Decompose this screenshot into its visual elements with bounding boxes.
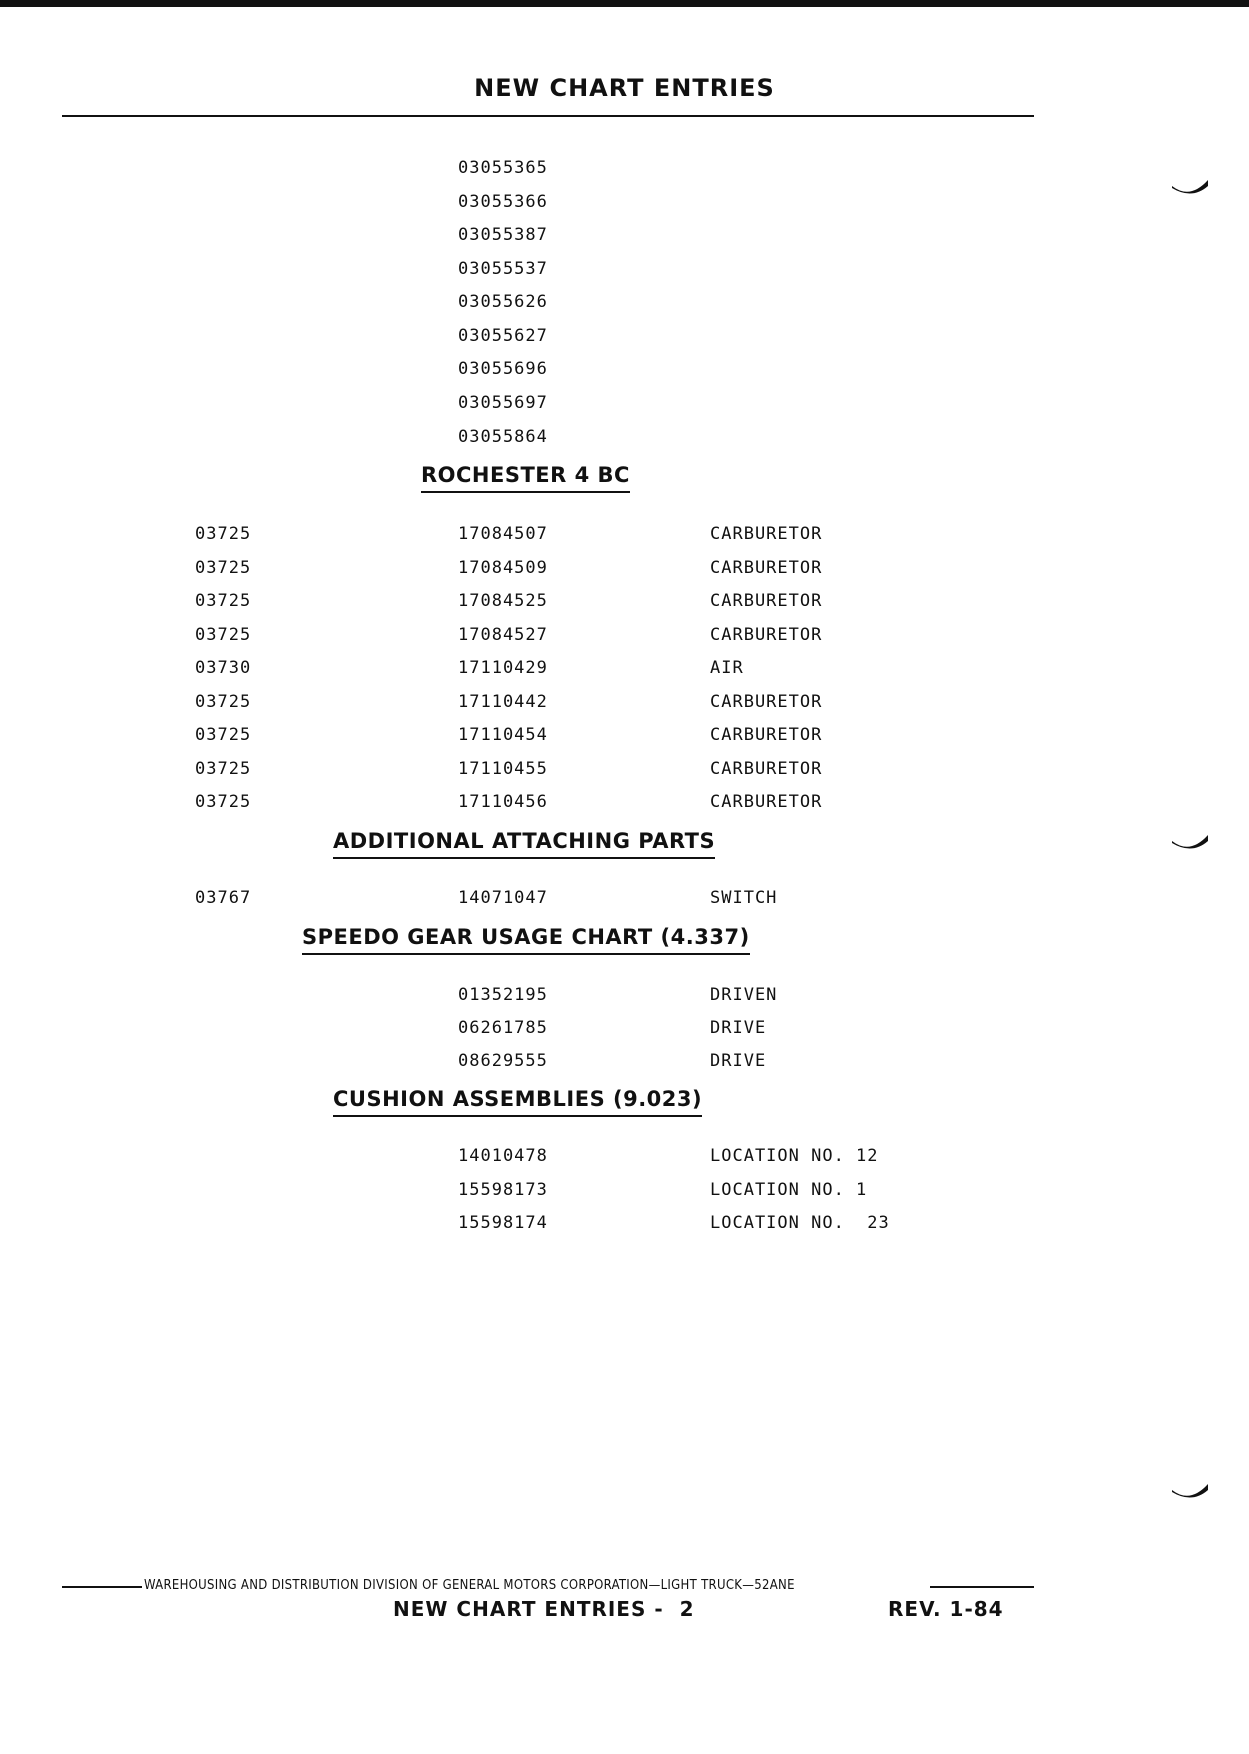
part-number: 17110442 <box>458 692 548 712</box>
table-row <box>0 625 1249 651</box>
group-code: 03725 <box>195 792 252 812</box>
part-number: 15598173 <box>458 1180 548 1200</box>
part-number: 03055697 <box>458 393 548 413</box>
group-code: 03725 <box>195 558 252 578</box>
group-code: 03725 <box>195 692 252 712</box>
part-number: 14010478 <box>458 1146 548 1166</box>
part-number: 08629555 <box>458 1051 548 1071</box>
part-number: 06261785 <box>458 1018 548 1038</box>
description: CARBURETOR <box>710 524 823 544</box>
part-number: 03055696 <box>458 359 548 379</box>
table-row <box>0 524 1249 550</box>
description: CARBURETOR <box>710 625 823 645</box>
description: LOCATION NO. 23 <box>710 1213 890 1233</box>
table-row <box>0 1213 1249 1239</box>
table-row <box>0 1180 1249 1206</box>
table-row <box>0 985 1249 1011</box>
table-row <box>0 792 1249 818</box>
list-item <box>0 393 1249 419</box>
part-number: 03055537 <box>458 259 548 279</box>
list-item <box>0 225 1249 251</box>
part-number: 03055627 <box>458 326 548 346</box>
page-title: NEW CHART ENTRIES <box>474 74 775 102</box>
group-code: 03725 <box>195 625 252 645</box>
footer-revision: REV. 1-84 <box>888 1597 1004 1621</box>
table-row <box>0 591 1249 617</box>
part-number: 17110429 <box>458 658 548 678</box>
footer-section-label: NEW CHART ENTRIES - 2 <box>393 1597 695 1621</box>
table-row <box>0 759 1249 785</box>
part-number: 15598174 <box>458 1213 548 1233</box>
part-number: 03055626 <box>458 292 548 312</box>
footer-division-line <box>62 1578 1034 1596</box>
description: CARBURETOR <box>710 591 823 611</box>
part-number: 03055864 <box>458 427 548 447</box>
table-row <box>0 888 1249 914</box>
part-number: 17084525 <box>458 591 548 611</box>
list-item <box>0 292 1249 318</box>
list-item <box>0 359 1249 385</box>
table-row <box>0 692 1249 718</box>
description: LOCATION NO. 1 <box>710 1180 868 1200</box>
group-code: 03767 <box>195 888 252 908</box>
part-number: 17084507 <box>458 524 548 544</box>
group-code: 03725 <box>195 591 252 611</box>
description: LOCATION NO. 12 <box>710 1146 879 1166</box>
table-row <box>0 1146 1249 1172</box>
part-number: 03055387 <box>458 225 548 245</box>
part-number: 17084527 <box>458 625 548 645</box>
part-number: 17110456 <box>458 792 548 812</box>
title-rule <box>62 115 1034 117</box>
description: DRIVE <box>710 1051 767 1071</box>
part-number: 01352195 <box>458 985 548 1005</box>
top-edge-bar <box>0 0 1249 7</box>
binder-hole-mark <box>1170 180 1210 198</box>
binder-hole-mark <box>1170 1484 1210 1502</box>
table-row <box>0 658 1249 684</box>
part-number: 17084509 <box>458 558 548 578</box>
description: CARBURETOR <box>710 759 823 779</box>
footer-rule-left <box>62 1586 142 1588</box>
description: CARBURETOR <box>710 792 823 812</box>
table-row <box>0 725 1249 751</box>
group-code: 03730 <box>195 658 252 678</box>
description: CARBURETOR <box>710 725 823 745</box>
list-item <box>0 158 1249 184</box>
part-number: 17110454 <box>458 725 548 745</box>
description: CARBURETOR <box>710 558 823 578</box>
group-code: 03725 <box>195 759 252 779</box>
list-item <box>0 326 1249 352</box>
description: SWITCH <box>710 888 778 908</box>
footer-division-text: WAREHOUSING AND DISTRIBUTION DIVISION OF GENERAL MOTORS CORPORATION—LIGHT TRUCK—52ANE <box>144 1578 795 1593</box>
section-heading-cushion-assemblies: CUSHION ASSEMBLIES (9.023) <box>333 1087 702 1117</box>
table-row <box>0 558 1249 584</box>
part-number: 14071047 <box>458 888 548 908</box>
binder-hole-mark <box>1170 835 1210 853</box>
section-heading-rochester: ROCHESTER 4 BC <box>421 463 630 493</box>
part-number: 17110455 <box>458 759 548 779</box>
list-item <box>0 192 1249 218</box>
part-number: 03055365 <box>458 158 548 178</box>
table-row <box>0 1018 1249 1044</box>
description: CARBURETOR <box>710 692 823 712</box>
section-heading-attaching-parts: ADDITIONAL ATTACHING PARTS <box>333 829 715 859</box>
table-row <box>0 1051 1249 1077</box>
group-code: 03725 <box>195 524 252 544</box>
description: DRIVEN <box>710 985 778 1005</box>
group-code: 03725 <box>195 725 252 745</box>
list-item <box>0 259 1249 285</box>
description: AIR <box>710 658 744 678</box>
footer-rule-right <box>930 1586 1034 1588</box>
section-heading-speedo-gear: SPEEDO GEAR USAGE CHART (4.337) <box>302 925 750 955</box>
list-item <box>0 427 1249 453</box>
description: DRIVE <box>710 1018 767 1038</box>
part-number: 03055366 <box>458 192 548 212</box>
